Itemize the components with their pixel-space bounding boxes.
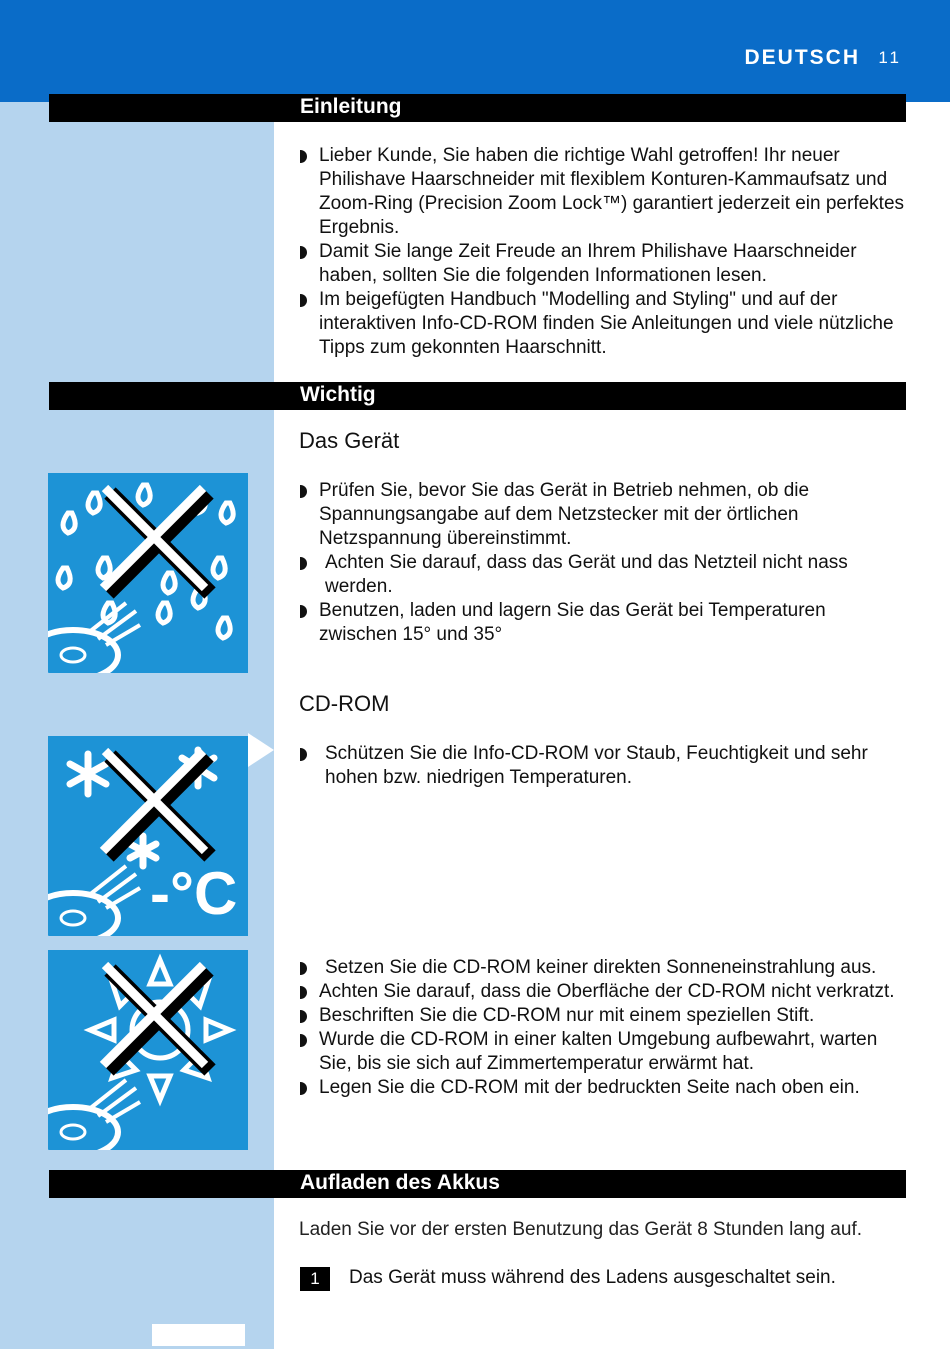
cross-icon [103, 965, 210, 1070]
section-bar-intro [49, 94, 906, 122]
cd-icon [48, 1080, 140, 1150]
list-item: Schützen Sie die Info-CD-ROM vor Staub, Feuchtigkeit und sehr hohen bzw. niedrigen Temperaturen. [299, 742, 909, 790]
charging-intro: Laden Sie vor der ersten Benutzung das Gerät 8 Stunden lang auf. [299, 1219, 862, 1240]
cd-icon [48, 866, 140, 936]
sun-icon [48, 950, 248, 1150]
footer-strip [152, 1324, 245, 1346]
list-item: Legen Sie die CD-ROM mit der bedruckten Seite nach oben ein. [299, 1076, 909, 1100]
section-bar-important [49, 382, 906, 410]
header-band [0, 0, 950, 102]
intro-bullet-list [299, 144, 909, 360]
cross-icon [103, 751, 210, 856]
step-number-badge: 1 [300, 1267, 330, 1291]
intro-text [299, 144, 909, 360]
figure-pointer [248, 548, 274, 582]
list-item: Prüfen Sie, bevor Sie das Gerät in Betrieb nehmen, ob die Spannungsangabe auf dem Netzstecker mit der örtlichen Netzspannung übereinstimmt. [299, 479, 909, 551]
figure-pointer [248, 733, 274, 767]
section-title-important: Wichtig [300, 383, 376, 406]
cdrom-text-2 [299, 956, 909, 1100]
section-title-charging: Aufladen des Akkus [300, 1171, 500, 1194]
cdrom-heading: CD-ROM [299, 691, 390, 716]
language-label: DEUTSCH [744, 46, 860, 69]
sidebar-column [0, 102, 274, 1349]
list-item: Im beigefügten Handbuch "Modelling and Styling" und auf der interaktiven Info-CD-ROM finden Sie Anleitungen und viele nützliche Tipps zum gekonnten Haarschnitt. [299, 288, 909, 360]
sun-warning-figure [48, 950, 248, 1150]
cdrom-text-1 [299, 742, 909, 790]
snowflake-icon [48, 736, 248, 936]
water-drops-icon [48, 473, 248, 673]
device-text [299, 479, 909, 647]
page-number: 11 [878, 48, 902, 67]
water-warning-figure [48, 473, 248, 673]
list-item: Beschriften Sie die CD-ROM nur mit einem speziellen Stift. [299, 1004, 909, 1028]
cdrom-bullet-list-1 [299, 742, 909, 790]
device-heading: Das Gerät [299, 428, 400, 453]
cross-icon [103, 488, 210, 593]
step-text: Das Gerät muss während des Ladens ausgeschaltet sein. [349, 1267, 836, 1288]
list-item: Benutzen, laden und lagern Sie das Gerät bei Temperaturen zwischen 15° und 35° [299, 599, 909, 647]
list-item: Wurde die CD-ROM in einer kalten Umgebung aufbewahrt, warten Sie, bis sie sich auf Zimmertemperatur erwärmt hat. [299, 1028, 909, 1076]
list-item: Achten Sie darauf, dass die Oberfläche der CD-ROM nicht verkratzt. [299, 980, 909, 1004]
list-item: Setzen Sie die CD-ROM keiner direkten Sonneneinstrahlung aus. [299, 956, 909, 980]
section-title-intro: Einleitung [300, 95, 402, 118]
list-item: Damit Sie lange Zeit Freude an Ihrem Philishave Haarschneider haben, sollten Sie die folgenden Informationen lesen. [299, 240, 909, 288]
minus-celsius-label: -°C [150, 860, 238, 927]
list-item: Lieber Kunde, Sie haben die richtige Wahl getroffen! Ihr neuer Philishave Haarschneider mit flexiblem Konturen-Kammaufsatz und Zoom-Ring (Precision Zoom Lock™) garantiert jederzeit ein perfektes Ergebnis. [299, 144, 909, 240]
cd-icon [48, 603, 140, 673]
cold-warning-figure [48, 736, 248, 936]
cdrom-bullet-list-2 [299, 956, 909, 1100]
list-item: Achten Sie darauf, dass das Gerät und das Netzteil nicht nass werden. [299, 551, 909, 599]
section-bar-charging [49, 1170, 906, 1198]
device-bullet-list [299, 479, 909, 647]
